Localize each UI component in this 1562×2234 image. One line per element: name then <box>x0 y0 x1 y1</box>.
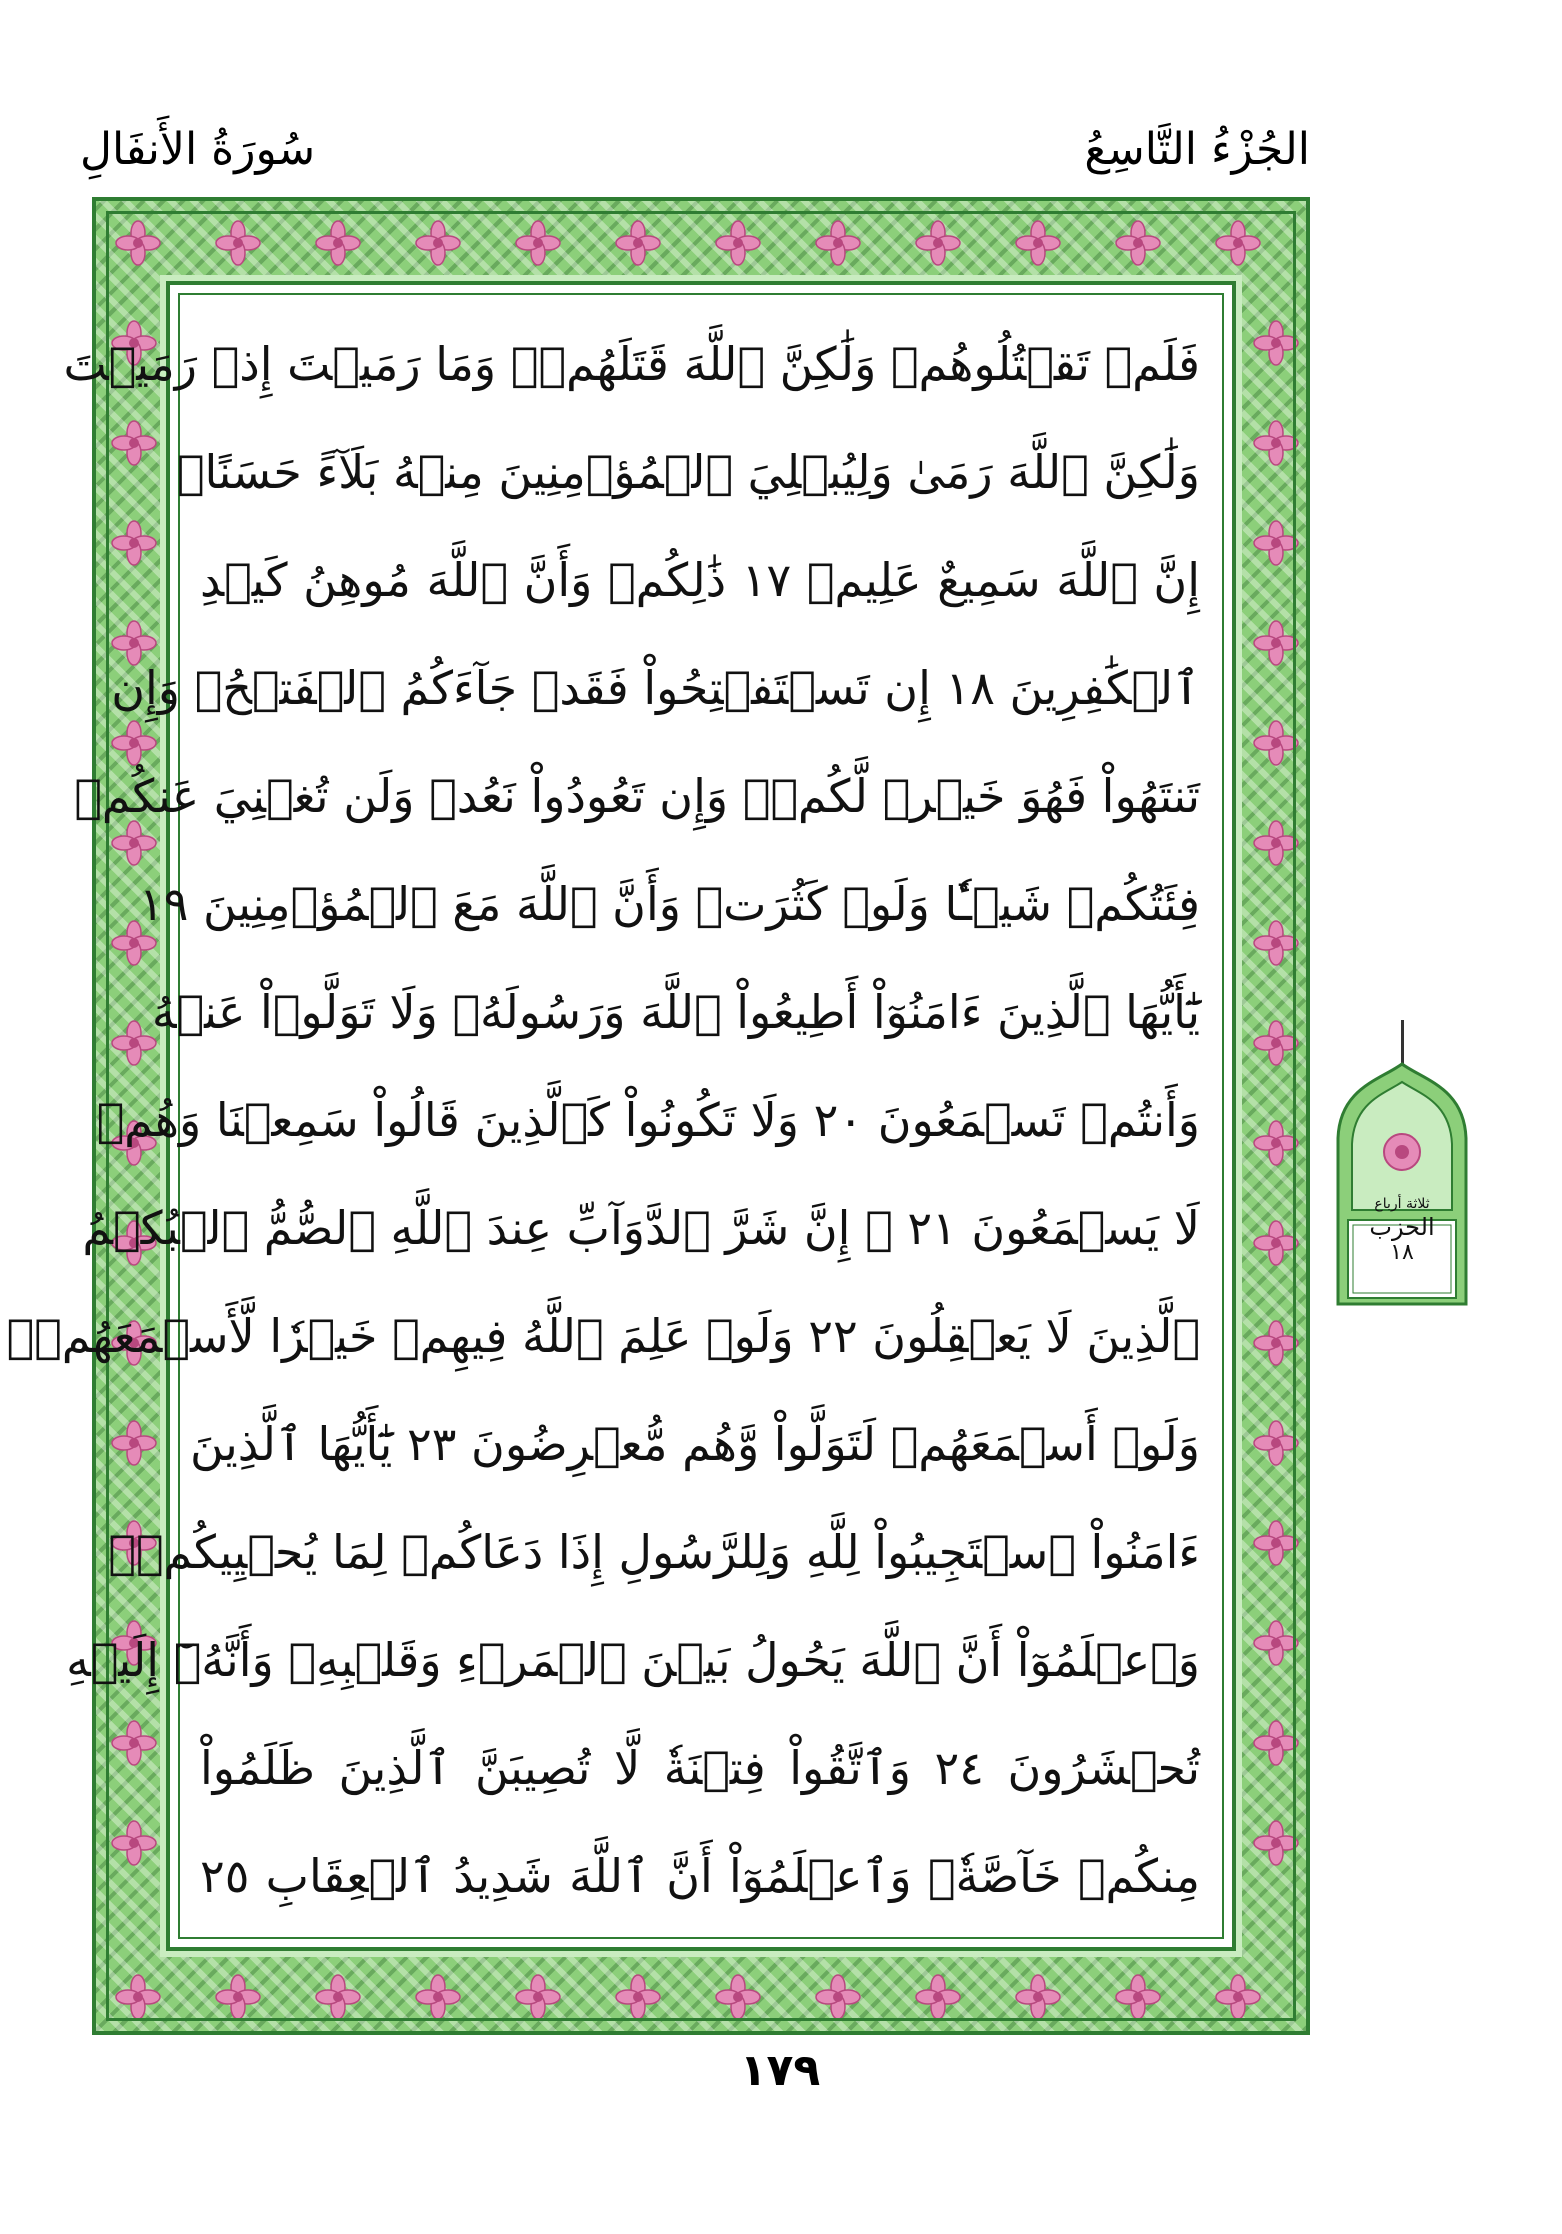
page-number: ١٧٩ <box>739 2045 821 2096</box>
verse-line: تُحۡشَرُونَ ٢٤ وَٱتَّقُواْ فِتۡنَةٗ لَّا تُصِيبَنَّ ٱلَّذِينَ ظَلَمُواْ <box>200 1741 1201 1795</box>
frame-flower-ornament <box>1254 321 1298 365</box>
verse-line: وَأَنتُمۡ تَسۡمَعُونَ ٢٠ وَلَا تَكُونُواْ كَٱلَّذِينَ قَالُواْ سَمِعۡنَا وَهُمۡ <box>96 1093 1200 1147</box>
frame-flower-ornament <box>516 221 560 265</box>
verse-line: تَنتَهُواْ فَهُوَ خَيۡرٞ لَّكُمۡۖ وَإِن تَعُودُواْ نَعُدۡ وَلَن تُغۡنِيَ عَنكُمۡ <box>74 769 1200 823</box>
frame-flower-ornament <box>1254 1521 1298 1565</box>
frame-flower-ornament <box>1254 1821 1298 1865</box>
frame-flower-ornament <box>1254 1021 1298 1065</box>
frame-flower-ornament <box>112 421 156 465</box>
hizb-caption: ثلاثة أرباع <box>1374 1196 1430 1212</box>
frame-flower-ornament <box>316 1975 360 2019</box>
frame-flower-ornament <box>316 221 360 265</box>
frame-flower-ornament <box>1254 1721 1298 1765</box>
verse-line: ٱلۡكَٰفِرِينَ ١٨ إِن تَسۡتَفۡتِحُواْ فَقَدۡ جَآءَكُمُ ٱلۡفَتۡحُۖ وَإِن <box>111 661 1200 715</box>
frame-flower-ornament <box>216 1975 260 2019</box>
frame-flower-ornament <box>112 1021 156 1065</box>
hizb-marker <box>1332 1020 1472 1310</box>
verse-line: ءَامَنُواْ ٱسۡتَجِيبُواْ لِلَّهِ وَلِلرَّسُولِ إِذَا دَعَاكُمۡ لِمَا يُحۡيِيكُمۡۖ <box>108 1525 1200 1579</box>
verse-line: مِنكُمۡ خَآصَّةٗۖ وَٱعۡلَمُوٓاْ أَنَّ ٱللَّهَ شَدِيدُ ٱلۡعِقَابِ ٢٥ <box>200 1849 1200 1903</box>
verse-line: وَلَوۡ أَسۡمَعَهُمۡ لَتَوَلَّواْ وَّهُم مُّعۡرِضُونَ ٢٣ يَٰٓأَيُّهَا ٱلَّذِينَ <box>189 1417 1200 1471</box>
frame-flower-ornament <box>1254 821 1298 865</box>
frame-flower-ornament <box>1016 221 1060 265</box>
ornamental-frame <box>6 197 1310 2035</box>
frame-flower-ornament <box>916 221 960 265</box>
frame-flower-ornament <box>916 1975 960 2019</box>
hizb-marker-emblem <box>1332 1060 1472 1310</box>
frame-flower-ornament <box>112 1721 156 1765</box>
frame-flower-ornament <box>1254 1421 1298 1465</box>
verse-line: لَا يَسۡمَعُونَ ٢١ ۞ إِنَّ شَرَّ ٱلدَّوَآبِّ عِندَ ٱللَّهِ ٱلصُّمُّ ٱلۡبُكۡمُ <box>82 1201 1200 1255</box>
frame-flower-ornament <box>1216 221 1260 265</box>
verse-line: فَلَمۡ تَقۡتُلُوهُمۡ وَلَٰكِنَّ ٱللَّهَ قَتَلَهُمۡۚ وَمَا رَمَيۡتَ إِذۡ رَمَيۡتَ <box>63 337 1200 391</box>
frame-flower-ornament <box>1254 1321 1298 1365</box>
frame-flower-ornament <box>616 221 660 265</box>
frame-flower-ornament <box>516 1975 560 2019</box>
frame-flower-ornament <box>1016 1975 1060 2019</box>
frame-flower-ornament <box>216 221 260 265</box>
frame-flower-ornament <box>816 1975 860 2019</box>
frame-flower-ornament <box>1254 521 1298 565</box>
verse-line: إِنَّ ٱللَّهَ سَمِيعٌ عَلِيمٞ ١٧ ذَٰلِكُمۡ وَأَنَّ ٱللَّهَ مُوهِنُ كَيۡدِ <box>200 553 1200 607</box>
frame-flower-ornament <box>112 1421 156 1465</box>
frame-flower-ornament <box>416 1975 460 2019</box>
frame-flower-ornament <box>716 221 760 265</box>
text-panel <box>6 281 1236 1951</box>
frame-flower-ornament <box>1254 1121 1298 1165</box>
frame-flower-ornament <box>1254 421 1298 465</box>
frame-flower-ornament <box>1116 1975 1160 2019</box>
frame-flower-ornament <box>1116 221 1160 265</box>
frame-flower-ornament <box>616 1975 660 2019</box>
hizb-number: ١٨ <box>1390 1240 1414 1265</box>
frame-flower-ornament <box>816 221 860 265</box>
frame-flower-ornament <box>1216 1975 1260 2019</box>
surah-title: سُورَةُ الأَنفَالِ <box>80 124 316 175</box>
verse-area <box>6 310 1201 1930</box>
verse-line: يَٰٓأَيُّهَا ٱلَّذِينَ ءَامَنُوٓاْ أَطِيعُواْ ٱللَّهَ وَرَسُولَهُۥ وَلَا تَوَلَّوۡاْ عَنۡهُ <box>151 985 1200 1039</box>
frame-flower-ornament <box>1254 921 1298 965</box>
frame-flower-ornament <box>112 521 156 565</box>
frame-flower-ornament <box>1254 1221 1298 1265</box>
frame-flower-ornament <box>1254 1621 1298 1665</box>
frame-flower-ornament <box>1254 721 1298 765</box>
juz-title: الجُزْءُ التَّاسِعُ <box>1084 124 1310 175</box>
frame-flower-ornament <box>112 1821 156 1865</box>
verse-line: فِئَتُكُمۡ شَيۡـٔٗا وَلَوۡ كَثُرَتۡ وَأَنَّ ٱللَّهَ مَعَ ٱلۡمُؤۡمِنِينَ ١٩ <box>139 877 1200 931</box>
hizb-label: الحزب <box>1369 1213 1435 1241</box>
frame-flower-ornament <box>116 1975 160 2019</box>
verse-line: وَلَٰكِنَّ ٱللَّهَ رَمَىٰ وَلِيُبۡلِيَ ٱلۡمُؤۡمِنِينَ مِنۡهُ بَلَآءً حَسَنًاۚ <box>176 445 1200 499</box>
frame-flower-ornament <box>716 1975 760 2019</box>
frame-flower-ornament <box>1254 621 1298 665</box>
hizb-marker-text <box>1352 1195 1452 1265</box>
frame-flower-ornament <box>116 221 160 265</box>
frame-flower-ornament <box>416 221 460 265</box>
verse-line: ٱلَّذِينَ لَا يَعۡقِلُونَ ٢٢ وَلَوۡ عَلِمَ ٱللَّهُ فِيهِمۡ خَيۡرٗا لَّأَسۡمَعَهُمۡۖ <box>6 1309 1200 1363</box>
hizb-marker-stem <box>1401 1020 1404 1065</box>
verse-line: وَٱعۡلَمُوٓاْ أَنَّ ٱللَّهَ يَحُولُ بَيۡنَ ٱلۡمَرۡءِ وَقَلۡبِهِۦ وَأَنَّهُۥٓ إِلَيۡهِ <box>66 1633 1200 1687</box>
